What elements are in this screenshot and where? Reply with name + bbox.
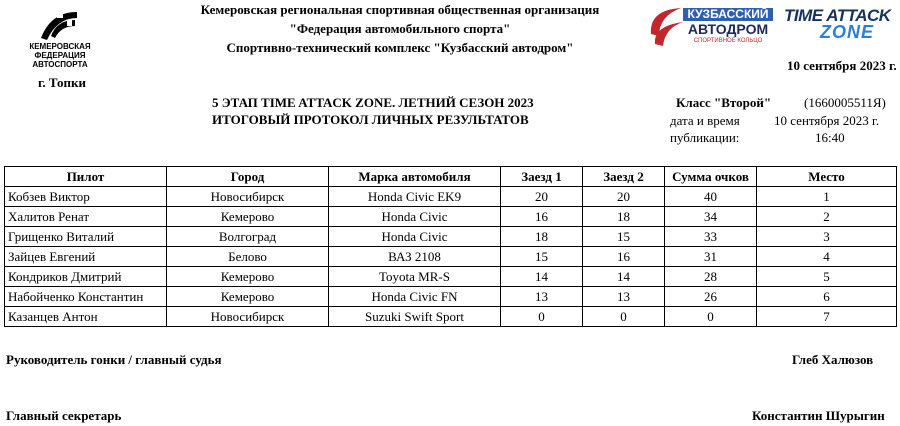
class-code: (1660005511Я) xyxy=(804,95,886,110)
header-city: Город xyxy=(167,167,329,187)
kuzbass-logo-line-2: АВТОДРОМ xyxy=(687,21,769,37)
table-row xyxy=(5,227,897,247)
table-row xyxy=(5,267,897,287)
cell-heat-1: 18 xyxy=(501,227,583,247)
cell-car: Suzuki Swift Sport xyxy=(329,307,501,327)
track-swoosh-icon xyxy=(645,4,685,50)
header-date: 10 сентября 2023 г. xyxy=(787,58,897,73)
cell-car: Honda Civic EK9 xyxy=(329,187,501,207)
cell-city: Волгоград xyxy=(167,227,329,247)
cell-heat-1: 15 xyxy=(501,247,583,267)
cell-points: 34 xyxy=(665,207,757,227)
header-heat-1: Заезд 1 xyxy=(501,167,583,187)
cell-car: Honda Civic xyxy=(329,227,501,247)
city: г. Топки xyxy=(38,75,86,90)
pub-label-1: дата и время xyxy=(670,113,740,128)
cell-pilot: Халитов Ренат xyxy=(5,207,167,227)
cell-heat-1: 20 xyxy=(501,187,583,207)
cell-place: 2 xyxy=(757,207,897,227)
cell-pilot: Казанцев Антон xyxy=(5,307,167,327)
header-car: Марка автомобиля xyxy=(329,167,501,187)
cell-city: Кемерово xyxy=(167,267,329,287)
pub-date: 10 сентября 2023 г. xyxy=(774,113,880,128)
table-row xyxy=(5,287,897,307)
cell-car: ВАЗ 2108 xyxy=(329,247,501,267)
cell-heat-2: 13 xyxy=(583,287,665,307)
pub-label-2: публикации: xyxy=(670,130,740,145)
cell-points: 40 xyxy=(665,187,757,207)
cell-heat-2: 18 xyxy=(583,207,665,227)
cell-place: 3 xyxy=(757,227,897,247)
cell-place: 5 xyxy=(757,267,897,287)
cell-city: Белово xyxy=(167,247,329,267)
event-subtitle: ИТОГОВЫЙ ПРОТОКОЛ ЛИЧНЫХ РЕЗУЛЬТАТОВ xyxy=(212,112,529,127)
federation-logo xyxy=(10,8,110,69)
cell-pilot: Зайцев Евгений xyxy=(5,247,167,267)
table-row xyxy=(5,187,897,207)
cell-city: Кемерово xyxy=(167,207,329,227)
cell-points: 26 xyxy=(665,287,757,307)
cell-place: 7 xyxy=(757,307,897,327)
logo-caption-1: КЕМЕРОВСКАЯ xyxy=(29,42,91,51)
cell-heat-1: 16 xyxy=(501,207,583,227)
cell-city: Кемерово xyxy=(167,287,329,307)
tz-logo-line-2: ZONE xyxy=(820,22,875,42)
event-title: 5 ЭТАП TIME ATTACK ZONE. ЛЕТНИЙ СЕЗОН 2023 xyxy=(212,95,534,110)
header-points: Сумма очков xyxy=(665,167,757,187)
kuzbass-logo-line-1: КУЗБАССКИЙ xyxy=(683,8,773,21)
logo-caption-2: ФЕДЕРАЦИЯ АВТОСПОРТА xyxy=(32,51,88,69)
cell-points: 33 xyxy=(665,227,757,247)
org-line-2: "Федерация автомобильного спорта" xyxy=(289,21,511,36)
header-heat-2: Заезд 2 xyxy=(583,167,665,187)
cell-points: 0 xyxy=(665,307,757,327)
table-row xyxy=(5,207,897,227)
tz-logo-line-1: TIME ATTACK xyxy=(784,6,891,25)
table-row xyxy=(5,247,897,267)
cell-city: Новосибирск xyxy=(167,187,329,207)
results-table xyxy=(4,166,897,327)
secretary-label: Главный секретарь xyxy=(6,408,122,423)
judge-label: Руководитель гонки / главный судья xyxy=(6,352,222,367)
cell-car: Toyota MR-S xyxy=(329,267,501,287)
table-header-row xyxy=(5,167,897,187)
cell-heat-1: 13 xyxy=(501,287,583,307)
cell-heat-2: 0 xyxy=(583,307,665,327)
cell-heat-2: 16 xyxy=(583,247,665,267)
cell-car: Honda Civic xyxy=(329,207,501,227)
cell-heat-2: 14 xyxy=(583,267,665,287)
header-pilot: Пилот xyxy=(5,167,167,187)
cell-heat-2: 15 xyxy=(583,227,665,247)
table-row xyxy=(5,307,897,327)
header-place: Место xyxy=(757,167,897,187)
kuzbass-logo-line-3: СПОРТИВНОЕ КОЛЬЦО xyxy=(693,38,763,44)
cell-points: 28 xyxy=(665,267,757,287)
cell-car: Honda Civic FN xyxy=(329,287,501,307)
cell-pilot: Кобзев Виктор xyxy=(5,187,167,207)
org-line-3: Спортивно-технический комплекс "Кузбасский автодром" xyxy=(226,40,574,55)
org-line-1: Кемеровская региональная спортивная общественная организация xyxy=(200,2,600,17)
class-label: Класс "Второй" xyxy=(676,95,772,110)
cell-points: 31 xyxy=(665,247,757,267)
time-attack-zone-logo xyxy=(782,6,897,44)
cell-heat-2: 20 xyxy=(583,187,665,207)
checkered-flag-icon xyxy=(37,8,83,42)
cell-city: Новосибирск xyxy=(167,307,329,327)
secretary-name: Константин Шурыгин xyxy=(752,408,885,423)
cell-pilot: Кондриков Дмитрий xyxy=(5,267,167,287)
judge-name: Глеб Халюзов xyxy=(792,352,874,367)
cell-heat-1: 0 xyxy=(501,307,583,327)
cell-pilot: Грищенко Виталий xyxy=(5,227,167,247)
cell-pilot: Набойченко Константин xyxy=(5,287,167,307)
cell-place: 6 xyxy=(757,287,897,307)
cell-place: 1 xyxy=(757,187,897,207)
cell-heat-1: 14 xyxy=(501,267,583,287)
kuzbass-autodrome-logo xyxy=(645,2,775,50)
cell-place: 4 xyxy=(757,247,897,267)
pub-time: 16:40 xyxy=(815,130,845,145)
